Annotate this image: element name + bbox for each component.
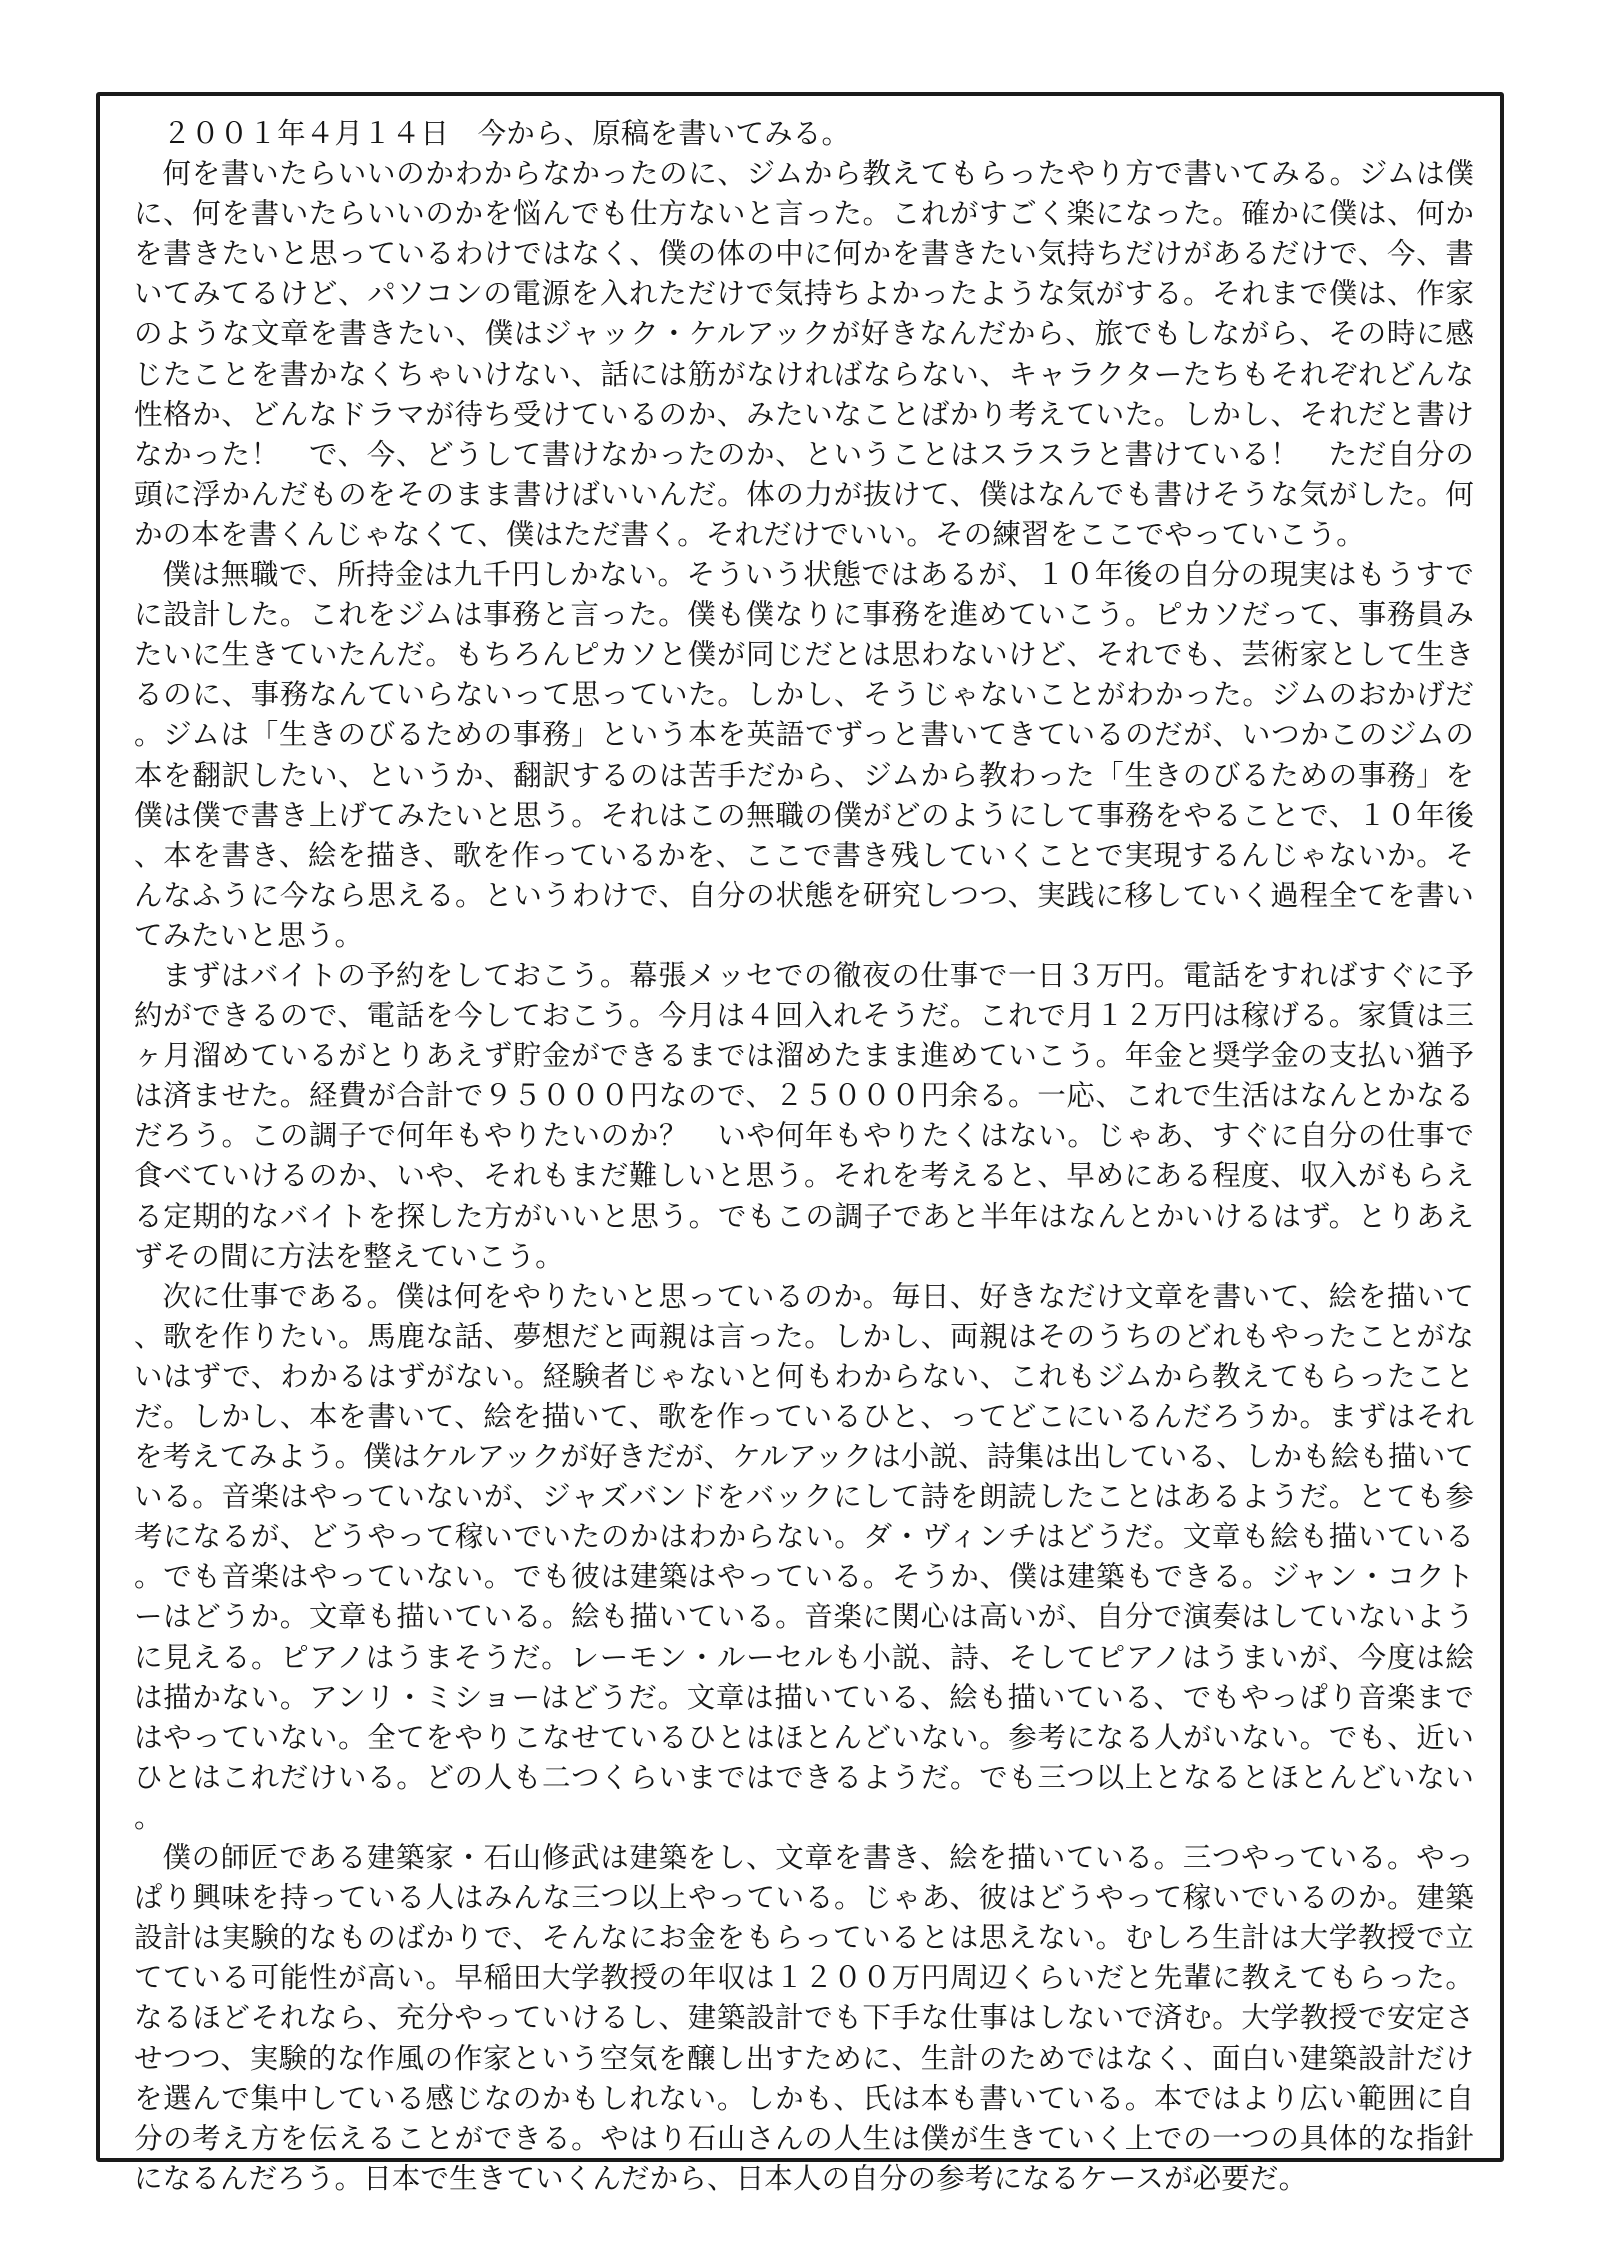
paragraph-part-time-job: まずはバイトの予約をしておこう。幕張メッセでの徹夜の仕事で一日３万円。電話をすればすぐに予約ができるので、電話を今しておこう。今月は４回入れそうだ。これで月１２万円は稼げる。家賃は三ヶ月溜めているがとりあえず貯金ができるまでは溜めたまま進めていこう。年金と奨学金の支払い猶予は済ませた。経費が合計で９５０００円なので、２５０００円余る。一応、これで生活はなんとかなるだろう。この調子で何年もやりたいのか？ いや何年もやりたくはない。じゃあ、すぐに自分の仕事で食べていけるのか、いや、それもまだ難しいと思う。それを考えると、早めにある程度、収入がもらえる定期的なバイトを探した方がいいと思う。でもこの調子であと半年はなんとかいけるはず。とりあえずその間に方法を整えていこう。 <box>134 958 1474 1273</box>
date-heading: ２００１年４月１４日 今から、原稿を書いてみる。 <box>162 117 851 150</box>
manuscript-body <box>134 114 1474 2199</box>
paragraph-writing-method: 何を書いたらいいのかわからなかったのに、ジムから教えてもらったやり方で書いてみる。ジムは僕に、何を書いたらいいのかを悩んでも仕方ないと言った。これがすごく楽になった。確かに僕は、何かを書きたいと思っているわけではなく、僕の体の中に何かを書きたい気持ちだけがあるだけで、今、書いてみてるけど、パソコンの電源を入れただけで気持ちよかったような気がする。それまで僕は、作家のような文章を書きたい、僕はジャック・ケルアックが好きなんだから、旅でもしながら、その時に感じたことを書かなくちゃいけない、話には筋がなければならない、キャラクターたちもそれぞれどんな性格か、どんなドラマが待ち受けているのか、みたいなことばかり考えていた。しかし、それだと書けなかった！ で、今、どうして書けなかったのか、ということはスラスラと書けている！ ただ自分の頭に浮かんだものをそのまま書けばいいんだ。体の力が抜けて、僕はなんでも書けそうな気がした。何かの本を書くんじゃなくて、僕はただ書く。それだけでいい。その練習をここでやっていこう。 <box>134 157 1474 551</box>
paragraph-office-work: 僕は無職で、所持金は九千円しかない。そういう状態ではあるが、１０年後の自分の現実はもうすでに設計した。これをジムは事務と言った。僕も僕なりに事務を進めていこう。ピカソだって、事務員みたいに生きていたんだ。もちろんピカソと僕が同じだとは思わないけど、それでも、芸術家として生きるのに、事務なんていらないって思っていた。しかし、そうじゃないことがわかった。ジムのおかげだ。ジムは「生きのびるための事務」という本を英語でずっと書いてきているのだが、いつかこのジムの本を翻訳したい、というか、翻訳するのは苦手だから、ジムから教わった「生きのびるための事務」を僕は僕で書き上げてみたいと思う。それはこの無職の僕がどのようにして事務をやることで、１０年後、本を書き、絵を描き、歌を作っているかを、ここで書き残していくことで実現するんじゃないか。そんなふうに今なら思える。というわけで、自分の状態を研究しつつ、実践に移していく過程全てを書いてみたいと思う。 <box>134 558 1474 952</box>
paragraph-mentor-ishiyama: 僕の師匠である建築家・石山修武は建築をし、文章を書き、絵を描いている。三つやっている。やっぱり興味を持っている人はみんな三つ以上やっている。じゃあ、彼はどうやって稼いでいるのか。建築設計は実験的なものばかりで、そんなにお金をもらっているとは思えない。むしろ生計は大学教授で立てている可能性が高い。早稲田大学教授の年収は１２００万円周辺くらいだと先輩に教えてもらった。なるほどそれなら、充分やっていけるし、建築設計でも下手な仕事はしないで済む。大学教授で安定させつつ、実験的な作風の作家という空気を醸し出すために、生計のためではなく、面白い建築設計だけを選んで集中している感じなのかもしれない。しかも、氏は本も書いている。本ではより広い範囲に自分の考え方を伝えることができる。やはり石山さんの人生は僕が生きていく上での一つの具体的な指針になるんだろう。日本で生きていくんだから、日本人の自分の参考になるケースが必要だ。 <box>134 1841 1474 2195</box>
paragraph-artists-survey: 次に仕事である。僕は何をやりたいと思っているのか。毎日、好きなだけ文章を書いて、絵を描いて、歌を作りたい。馬鹿な話、夢想だと両親は言った。しかし、両親はそのうちのどれもやったことがないはずで、わかるはずがない。経験者じゃないと何もわからない、これもジムから教えてもらったことだ。しかし、本を書いて、絵を描いて、歌を作っているひと、ってどこにいるんだろうか。まずはそれを考えてみよう。僕はケルアックが好きだが、ケルアックは小説、詩集は出している、しかも絵も描いている。音楽はやっていないが、ジャズバンドをバックにして詩を朗読したことはあるようだ。とても参考になるが、どうやって稼いでいたのかはわからない。ダ・ヴィンチはどうだ。文章も絵も描いている。でも音楽はやっていない。でも彼は建築はやっている。そうか、僕は建築もできる。ジャン・コクトーはどうか。文章も描いている。絵も描いている。音楽に関心は高いが、自分で演奏はしていないように見える。ピアノはうまそうだ。レーモン・ルーセルも小説、詩、そしてピアノはうまいが、今度は絵は描かない。アンリ・ミショーはどうだ。文章は描いている、絵も描いている、でもやっぱり音楽まではやっていない。全てをやりこなせているひとはほとんどいない。参考になる人がいない。でも、近いひとはこれだけいる。どの人も二つくらいまではできるようだ。でも三つ以上となるとほとんどいない。 <box>134 1279 1474 1834</box>
